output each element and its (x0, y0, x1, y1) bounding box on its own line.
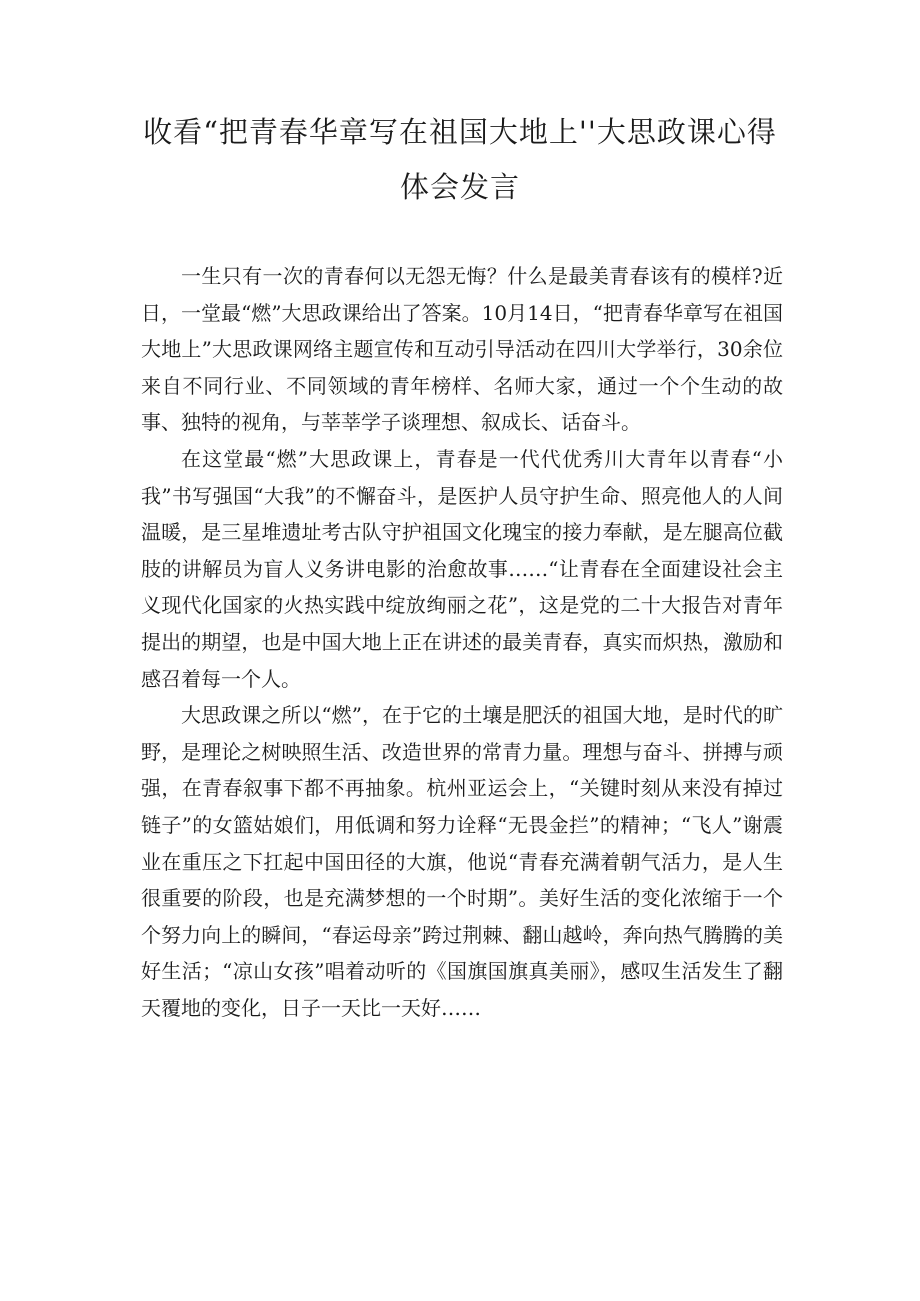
document-title-line-2: 体会发言 (399, 170, 520, 204)
paragraph-3: 大思政课之所以“燃”，在于它的土壤是肥沃的祖国大地，是时代的旷野，是理论之树映照生活、改造世界的常青力量。理想与奋斗、拼搏与顽强，在青春叙事下都不再抽象。杭州亚运会上，“关键时刻从来没有掉过链子”的女篮姑娘们，用低调和努力诠释“无畏金拦”的精神；“飞人”谢震业在重压之下扛起中国田径的大旗，他说“青春充满着朝气活力，是人生很重要的阶段，也是充满梦想的一个时期”。美好生活的变化浓缩于一个个努力向上的瞬间，“春运母亲”跨过荆棘、翻山越岭，奔向热气腾腾的美好生活；“凉山女孩”唱着动听的《国旗国旗真美丽》，感叹生活发生了翻天覆地的变化，日子一天比一天好…… (141, 703, 783, 1020)
document-title-line-1: 收看“把青春华章写在祖国大地上''大思政课心得 (143, 115, 777, 149)
document-body (141, 258, 783, 1026)
paragraph-2: 在这堂最“燃”大思政课上，青春是一代代优秀川大青年以青春“小我”书写强国“大我”的不懈奋斗，是医护人员守护生命、照亮他人的人间温暖，是三星堆遗址考古队守护祖国文化瑰宝的接力奉献，是左腿高位截肢的讲解员为盲人义务讲电影的治愈故事……“让青春在全面建设社会主义现代化国家的火热实践中绽放绚丽之花”，这是党的二十大报告对青年提出的期望，也是中国大地上正在讲述的最美青春，真实而炽热，激励和感召着每一个人。 (141, 446, 783, 691)
paragraph-1: 一生只有一次的青春何以无怨无悔？什么是最美青春该有的模样?近日，一堂最“燃”大思政课给出了答案。10月14日，“把青春华章写在祖国大地上”大思政课网络主题宣传和互动引导活动在四川大学举行，30余位来自不同行业、不同领域的青年榜样、名师大家，通过一个个生动的故事、独特的视角，与莘莘学子谈理想、叙成长、话奋斗。 (141, 264, 783, 435)
